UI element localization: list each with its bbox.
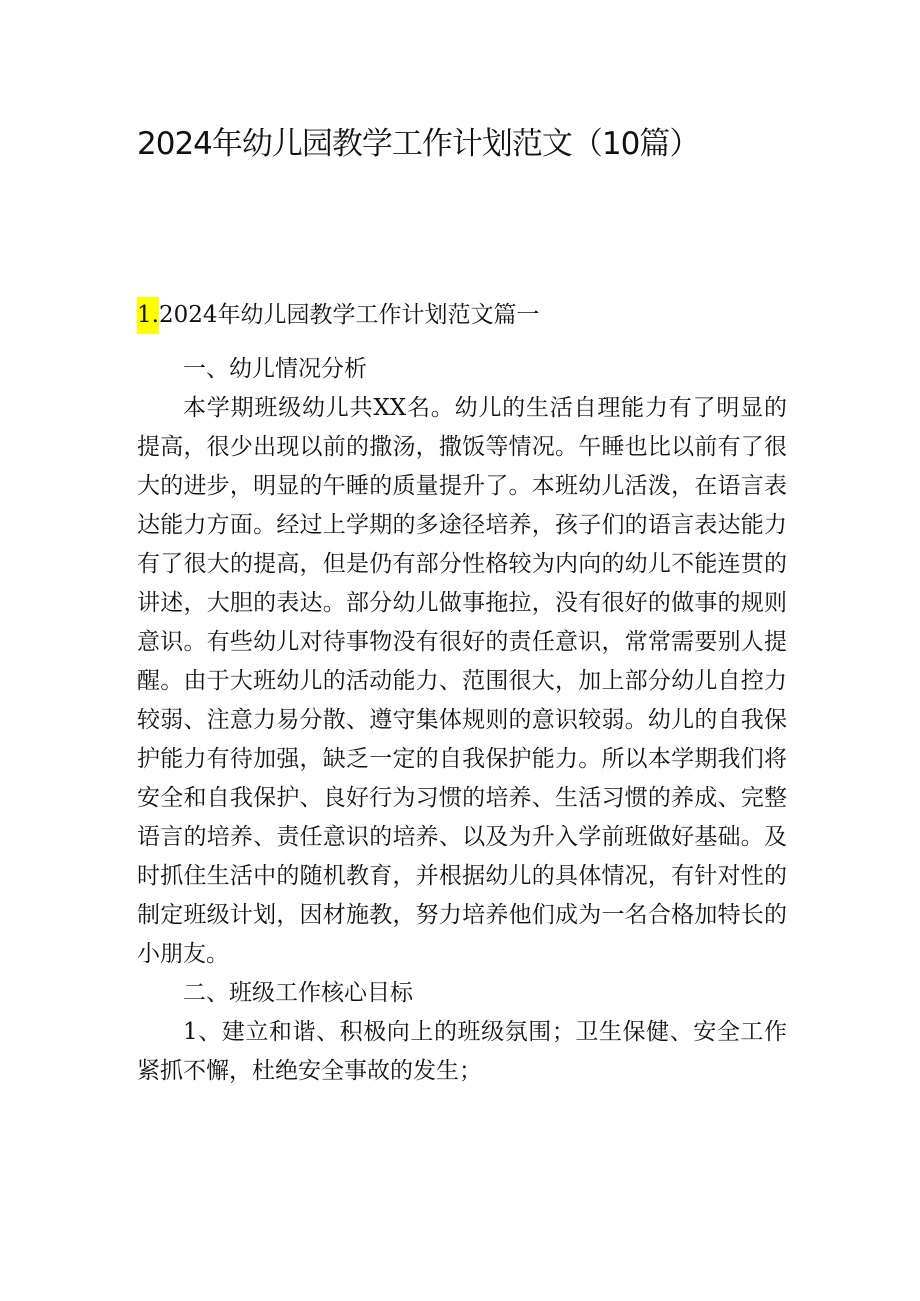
section-heading-text: 2024年幼儿园教学工作计划范文篇一 (158, 302, 540, 328)
highlighted-section-number: 1. (137, 297, 159, 334)
subheading-core-goals: 二、班级工作核心目标 (183, 980, 413, 1006)
paragraph-goal-1: 1、建立和谐、积极向上的班级氛围；卫生保健、安全工作紧抓不懈，杜绝安全事故的发生； (137, 1019, 787, 1084)
document-body (137, 350, 787, 1091)
document-title: 2024年幼儿园教学工作计划范文（10篇） (137, 126, 700, 162)
paragraph-child-analysis: 本学期班级幼儿共XX名。幼儿的生活自理能力有了明显的提高，很少出现以前的撒汤，撒饭等情况。午睡也比以前有了很大的进步，明显的午睡的质量提升了。本班幼儿活泼，在语言表达能力方面。经过上学期的多途径培养，孩子们的语言表达能力有了很大的提高，但是仍有部分性格较为内向的幼儿不能连贯的讲述，大胆的表达。部分幼儿做事拖拉，没有很好的做事的规则意识。有些幼儿对待事物没有很好的责任意识，常常需要别人提醒。由于大班幼儿的活动能力、范围很大，加上部分幼儿自控力较弱、注意力易分散、遵守集体规则的意识较弱。幼儿的自我保护能力有待加强，缺乏一定的自我保护能力。所以本学期我们将安全和自我保护、良好行为习惯的培养、生活习惯的养成、完整语言的培养、责任意识的培养、以及为升入学前班做好基础。及时抓住生活中的随机教育，并根据幼儿的具体情况，有针对性的制定班级计划，因材施教，努力培养他们成为一名合格加特长的小朋友。 (137, 395, 787, 967)
subheading-child-analysis: 一、幼儿情况分析 (183, 356, 367, 382)
section-heading (137, 296, 540, 335)
